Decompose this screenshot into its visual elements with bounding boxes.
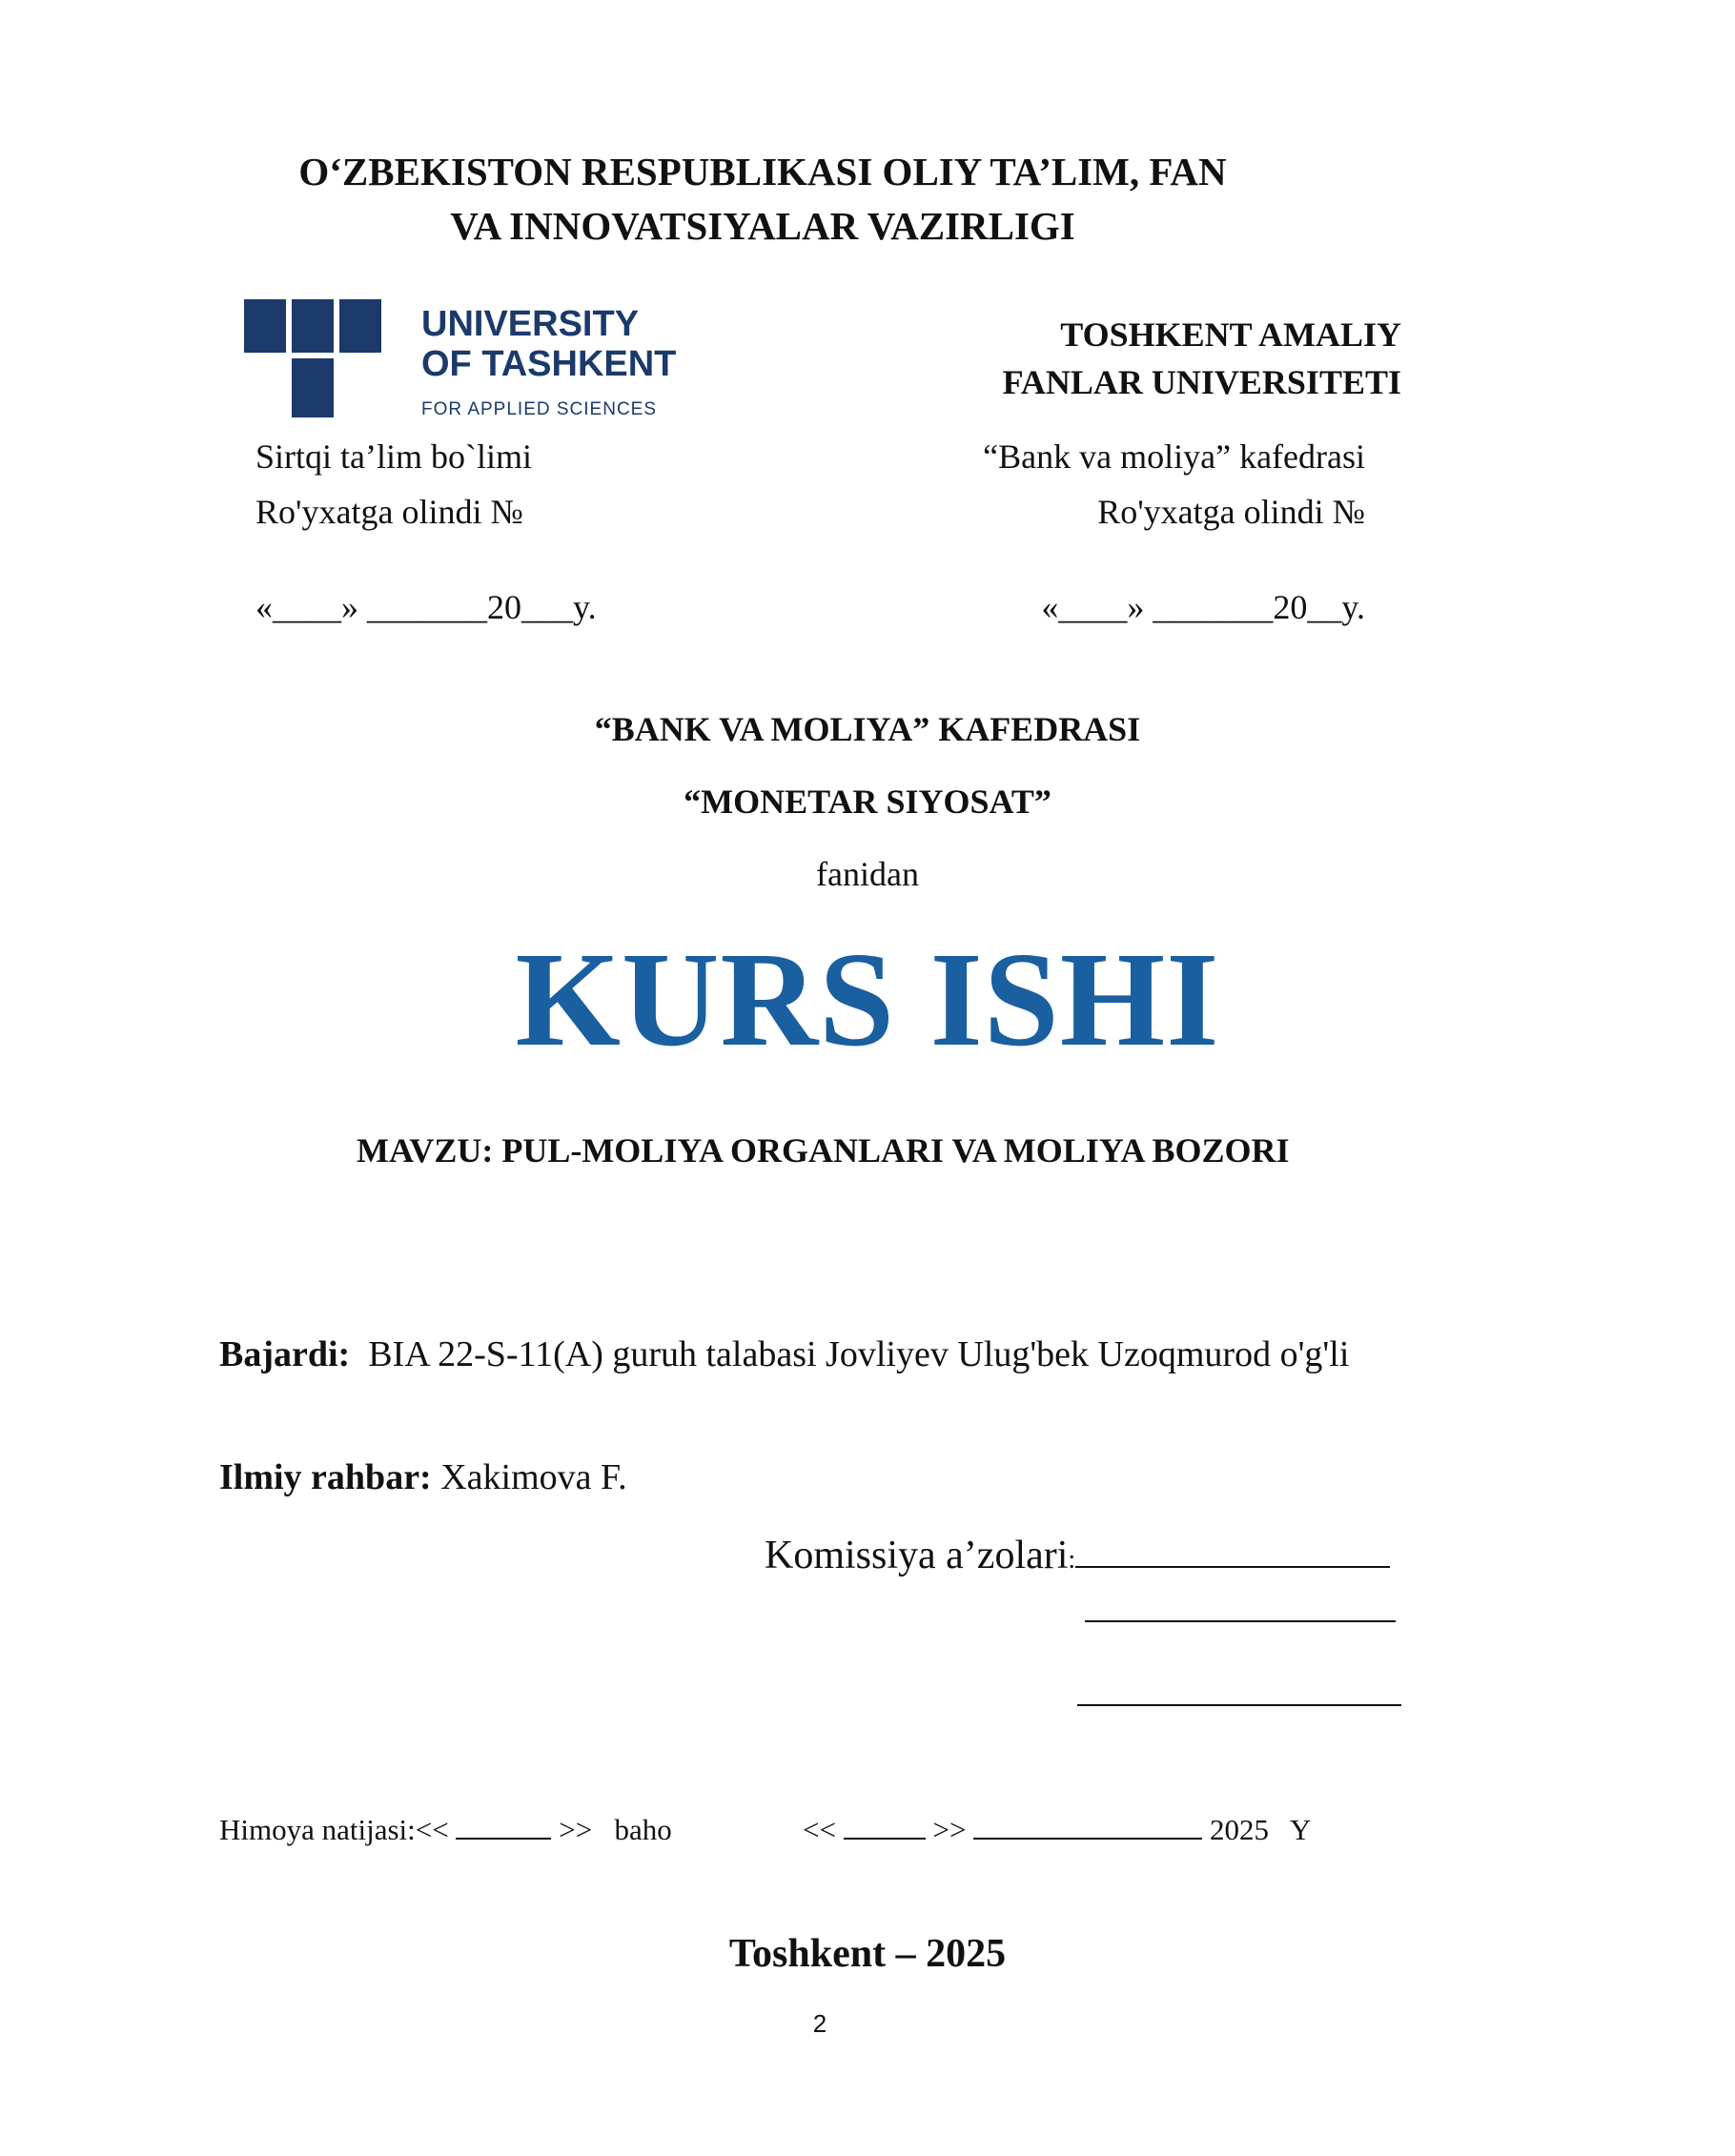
fanidan-text: fanidan	[816, 855, 919, 893]
logo-text-line2: OF TASHKENT	[421, 344, 677, 384]
defense-date-close: >>	[932, 1813, 967, 1846]
right-department: “Bank va moliya” kafedrasi	[983, 437, 1365, 476]
left-department: Sirtqi ta’lim bo`limi	[255, 437, 532, 476]
supervisor-value: Xakimova F.	[440, 1457, 627, 1497]
university-name	[1003, 311, 1401, 406]
defense-result-label: Himoya natijasi:<<	[219, 1813, 449, 1846]
logo-text-line1: UNIVERSITY	[421, 304, 640, 344]
ministry-line2: VA INNOVATSIYALAR VAZIRLIGI	[450, 204, 1075, 248]
page-number: 2	[812, 2009, 827, 2038]
topic: MAVZU: PUL-MOLIYA ORGANLARI VA MOLIYA BOZORI	[357, 1131, 1290, 1170]
defense-date	[803, 1813, 1311, 1847]
defense-result-blank	[456, 1815, 551, 1840]
commission-colon: :	[1068, 1545, 1076, 1575]
commission-label: Komissiya a’zolari	[765, 1534, 1069, 1577]
right-date: «____» _______20__y.	[1041, 588, 1365, 626]
logo-square-4	[292, 358, 334, 417]
university-line1: TOSHKENT AMALIY	[1060, 315, 1401, 354]
defense-grade-label: baho	[614, 1813, 672, 1846]
subject-title: “MONETAR SIYOSAT”	[684, 783, 1051, 821]
defense-date-open: <<	[803, 1813, 836, 1846]
defense-year: 2025	[1209, 1813, 1269, 1846]
left-date: «____» _______20___y.	[255, 588, 597, 626]
author-value: BIA 22-S-11(A) guruh talabasi Jovliyev Ulug'bek Uzoqmurod o'g'li	[368, 1334, 1350, 1374]
defense-year-suffix: Y	[1290, 1813, 1312, 1846]
commission-signature-line-1	[1075, 1537, 1390, 1568]
defense-result	[219, 1813, 672, 1847]
university-logo	[244, 294, 677, 423]
commission-line	[765, 1533, 1390, 1578]
ministry-line1: O‘ZBEKISTON RESPUBLIKASI OLIY TA’LIM, FAN	[298, 150, 1227, 193]
author-label: Bajardi:	[219, 1334, 351, 1374]
ministry-title	[0, 145, 1525, 254]
defense-month-blank	[973, 1815, 1202, 1840]
commission-signature-line-3	[1077, 1704, 1401, 1706]
right-registered: Ro'yxatga olindi №	[1097, 493, 1365, 531]
city-year: Toshkent – 2025	[728, 1932, 1007, 1976]
author-line	[219, 1329, 1382, 1380]
university-line2: FANLAR UNIVERSITETI	[1002, 363, 1401, 401]
logo-text-line3: FOR APPLIED SCIENCES	[421, 399, 658, 419]
document-title: KURS ISHI	[515, 924, 1220, 1074]
logo-square-1	[244, 299, 286, 353]
defense-day-blank	[844, 1815, 926, 1840]
logo-square-2	[292, 299, 334, 353]
logo-square-3	[339, 299, 381, 353]
kafedra-title: “BANK VA MOLIYA” KAFEDRASI	[594, 710, 1141, 748]
left-registered: Ro'yxatga olindi №	[255, 493, 523, 531]
commission-signature-line-2	[1085, 1620, 1396, 1622]
supervisor-label: Ilmiy rahbar:	[219, 1457, 432, 1497]
supervisor-line	[219, 1456, 627, 1498]
defense-result-close: >>	[559, 1813, 593, 1846]
